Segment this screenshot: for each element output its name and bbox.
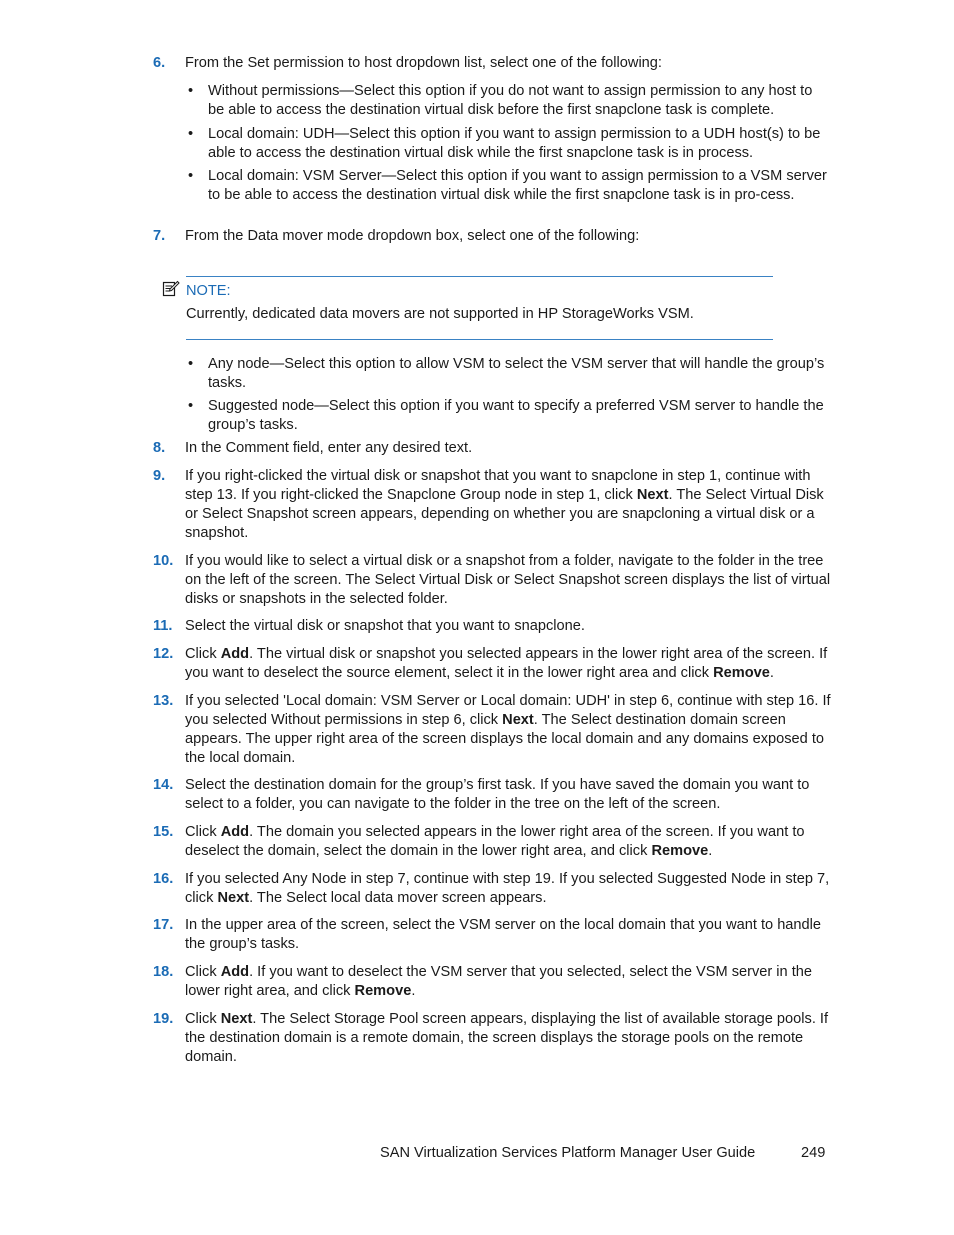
step-number: 7. (153, 228, 166, 244)
step-12 (153, 645, 833, 683)
footer-title: SAN Virtualization Services Platform Manager User Guide (380, 1145, 756, 1161)
step-18 (153, 963, 833, 1001)
step-19 (153, 1010, 833, 1067)
step-text: In the Comment field, enter any desired text. (185, 440, 473, 456)
step-6 (153, 54, 833, 73)
step-8 (153, 439, 833, 458)
step-number: 19. (153, 1011, 174, 1027)
bullet-icon: • (188, 168, 194, 184)
step-number: 8. (153, 440, 166, 456)
step-number: 9. (153, 468, 166, 484)
step-15 (153, 823, 833, 861)
step-text: If you would like to select a virtual disk or a snapshot from a folder, navigate to the folder in the tree on the left of the screen. The Select Virtual Disk or Select Snapshot screen displays the list of virtual disks or snapshots in the selected folder. (185, 553, 831, 607)
step-text: Select the destination domain for the group’s first task. If you have saved the domain you want to select to a folder, you can navigate to the folder in the tree on the left of the screen. (185, 777, 810, 812)
step-text: Click Add. The domain you selected appears in the lower right area of the screen. If you want to deselect the domain, select the domain in the lower right area, and click Remove. (185, 824, 805, 859)
note-text: Currently, dedicated data movers are not supported in HP StorageWorks VSM. (186, 306, 694, 322)
step-number: 12. (153, 646, 174, 662)
step-text: Click Add. If you want to deselect the VSM server that you selected, select the VSM server in the lower right area, and click Remove. (185, 964, 813, 999)
step-text: If you selected Any Node in step 7, continue with step 19. If you selected Suggested Node in step 7, click Next. The Select local data mover screen appears. (185, 871, 830, 906)
note-top-rule (186, 276, 773, 277)
step-10 (153, 552, 833, 609)
step-number: 18. (153, 964, 174, 980)
step-text: From the Set permission to host dropdown list, select one of the following: (185, 55, 662, 71)
note-heading (162, 280, 231, 301)
step-text: In the upper area of the screen, select the VSM server on the local domain that you want to handle the group’s tasks. (185, 917, 822, 952)
step-number: 16. (153, 871, 174, 887)
step-16 (153, 870, 833, 908)
step-11 (153, 617, 833, 636)
step-text: Click Next. The Select Storage Pool screen appears, displaying the list of available storage pools. If the destination domain is a remote domain, the screen displays the storage pools on the remote domain. (185, 1011, 829, 1065)
step-9 (153, 467, 833, 543)
list-item: • Local domain: UDH—Select this option if you want to assign permission to a UDH host(s) to be able to access the destination virtual disk while the first snapclone task is in process. (188, 126, 821, 161)
list-item: • Suggested node—Select this option if you want to specify a preferred VSM server to handle the group’s tasks. (188, 398, 824, 433)
note-bottom-rule (186, 339, 773, 340)
step-number: 13. (153, 693, 174, 709)
step-text: If you selected 'Local domain: VSM Server or Local domain: UDH' in step 6, continue with step 16. If you selected Without permissions in step 6, click Next. The Select destination domain screen appears. The upper right area of the screen displays the local domain and any domains exposed to the local domain. (185, 693, 831, 766)
note-pencil-icon (162, 280, 180, 298)
step-number: 10. (153, 553, 174, 569)
list-item: • Local domain: VSM Server—Select this option if you want to assign permission to a VSM server to be able to access the destination virtual disk while the first snapclone task is in pro-cess. (188, 168, 827, 203)
step-text: From the Data mover mode dropdown box, select one of the following: (185, 228, 640, 244)
bullet-icon: • (188, 398, 194, 414)
step-number: 6. (153, 55, 166, 71)
note-label: NOTE: (186, 283, 231, 299)
page-number: 249 (801, 1145, 826, 1161)
step-text: If you right-clicked the virtual disk or snapshot that you want to snapclone in step 1, continue with step 13. If you right-clicked the Snapclone Group node in step 1, click Next. The Select Virtual Disk or Select Snapshot screen appears, depending on whether you are snapcloning a virtual disk or a snapshot. (185, 468, 824, 541)
step-number: 11. (153, 618, 173, 634)
step-14 (153, 776, 833, 814)
step-13 (153, 692, 833, 768)
step-number: 15. (153, 824, 174, 840)
bullet-icon: • (188, 83, 194, 99)
step-number: 14. (153, 777, 174, 793)
step-7 (153, 227, 833, 246)
step-text: Click Add. The virtual disk or snapshot you selected appears in the lower right area of the screen. If you want to deselect the source element, select it in the lower right area and click Remove. (185, 646, 828, 681)
step-17 (153, 916, 833, 954)
bullet-icon: • (188, 356, 194, 372)
step-number: 17. (153, 917, 174, 933)
list-item: • Any node—Select this option to allow VSM to select the VSM server that will handle the group’s tasks. (188, 356, 825, 391)
bullet-icon: • (188, 126, 194, 142)
step-text: Select the virtual disk or snapshot that you want to snapclone. (185, 618, 585, 634)
list-item: • Without permissions—Select this option if you do not want to assign permission to any host to be able to access the destination virtual disk before the first snapclone task is complete. (188, 83, 813, 118)
